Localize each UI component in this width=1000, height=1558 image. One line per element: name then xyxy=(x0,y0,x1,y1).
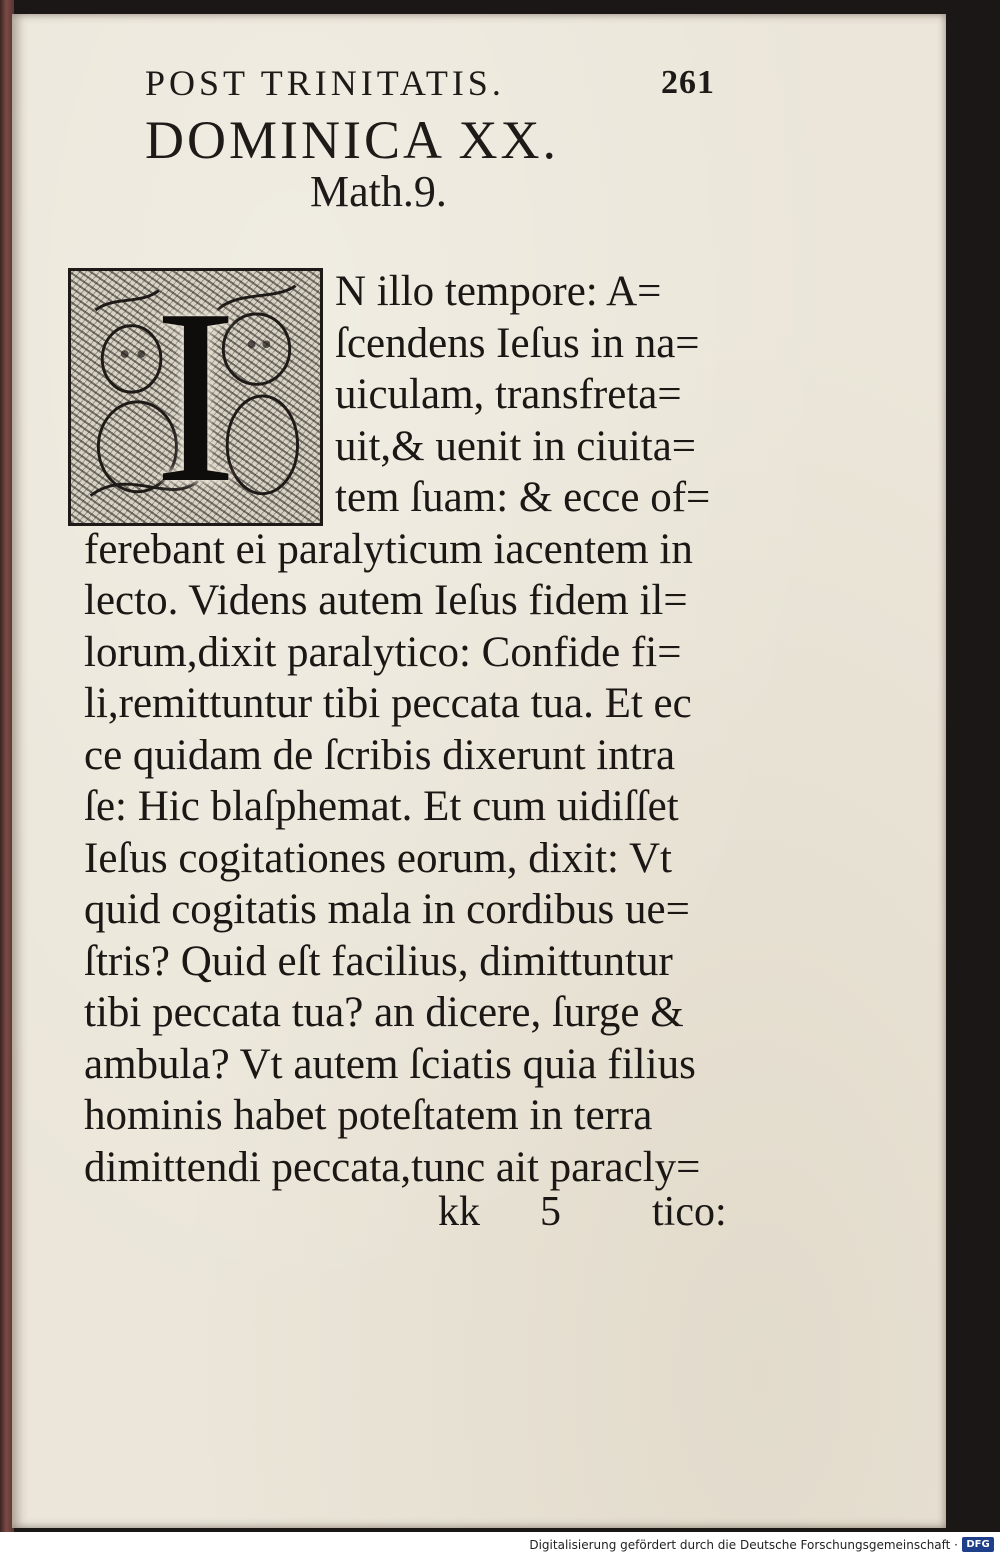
signature-mark: kk xyxy=(438,1189,480,1235)
running-head xyxy=(145,58,715,108)
text-line: tibi peccata tua? an dicere, ſurge & xyxy=(84,989,684,1036)
initial-letter: I xyxy=(153,268,238,526)
footer xyxy=(0,1532,1000,1558)
text-line: uiculam, transfreta= xyxy=(335,371,682,418)
text-line: ambula? Vt autem ſciatis quia filius xyxy=(84,1040,696,1088)
text-line: dimittendi peccata,tunc ait paracly= xyxy=(84,1143,701,1191)
funding-credit: Digitalisierung gefördert durch die Deutsche Forschungsgemeinschaft · xyxy=(529,1538,958,1552)
text-line: li,remittuntur tibi peccata tua. Et ec xyxy=(84,680,692,727)
text-line: uit,& uenit in ciuita= xyxy=(335,422,697,470)
section-heading: DOMINICA XX. xyxy=(145,110,559,170)
text-line: ſtris? Quid eſt facilius, dimittuntur xyxy=(84,937,673,985)
text-line: quid cogitatis mala in cordibus ue= xyxy=(84,886,690,933)
dfg-logo: DFG xyxy=(962,1537,994,1552)
text-line: Ieſus cogitationes eorum, dixit: Vt xyxy=(84,834,672,882)
text-line: lorum,dixit paralytico: Confide fi= xyxy=(84,628,682,676)
decorated-initial xyxy=(68,268,323,526)
running-head-title: POST TRINITATIS. xyxy=(145,63,505,103)
text-line: tem ſuam: & ecce of= xyxy=(335,474,711,521)
scripture-reference: Math.9. xyxy=(310,167,447,216)
text-line: ce quidam de ſcribis dixerunt intra xyxy=(84,731,676,779)
catchword: tico: xyxy=(652,1189,727,1235)
text-line: hominis habet poteſtatem in terra xyxy=(84,1092,653,1139)
text-line: ſcendens Ieſus in na= xyxy=(335,319,700,367)
text-line: lecto. Videns autem Ieſus fidem il= xyxy=(84,577,688,624)
text-line: ſe: Hic blaſphemat. Et cum uidiſſet xyxy=(84,783,679,830)
text-line: ferebant ei paralyticum iacentem in xyxy=(84,525,693,573)
page-number: 261 xyxy=(661,64,715,101)
signature-number: 5 xyxy=(540,1189,561,1235)
text-line: N illo tempore: A= xyxy=(335,268,662,315)
